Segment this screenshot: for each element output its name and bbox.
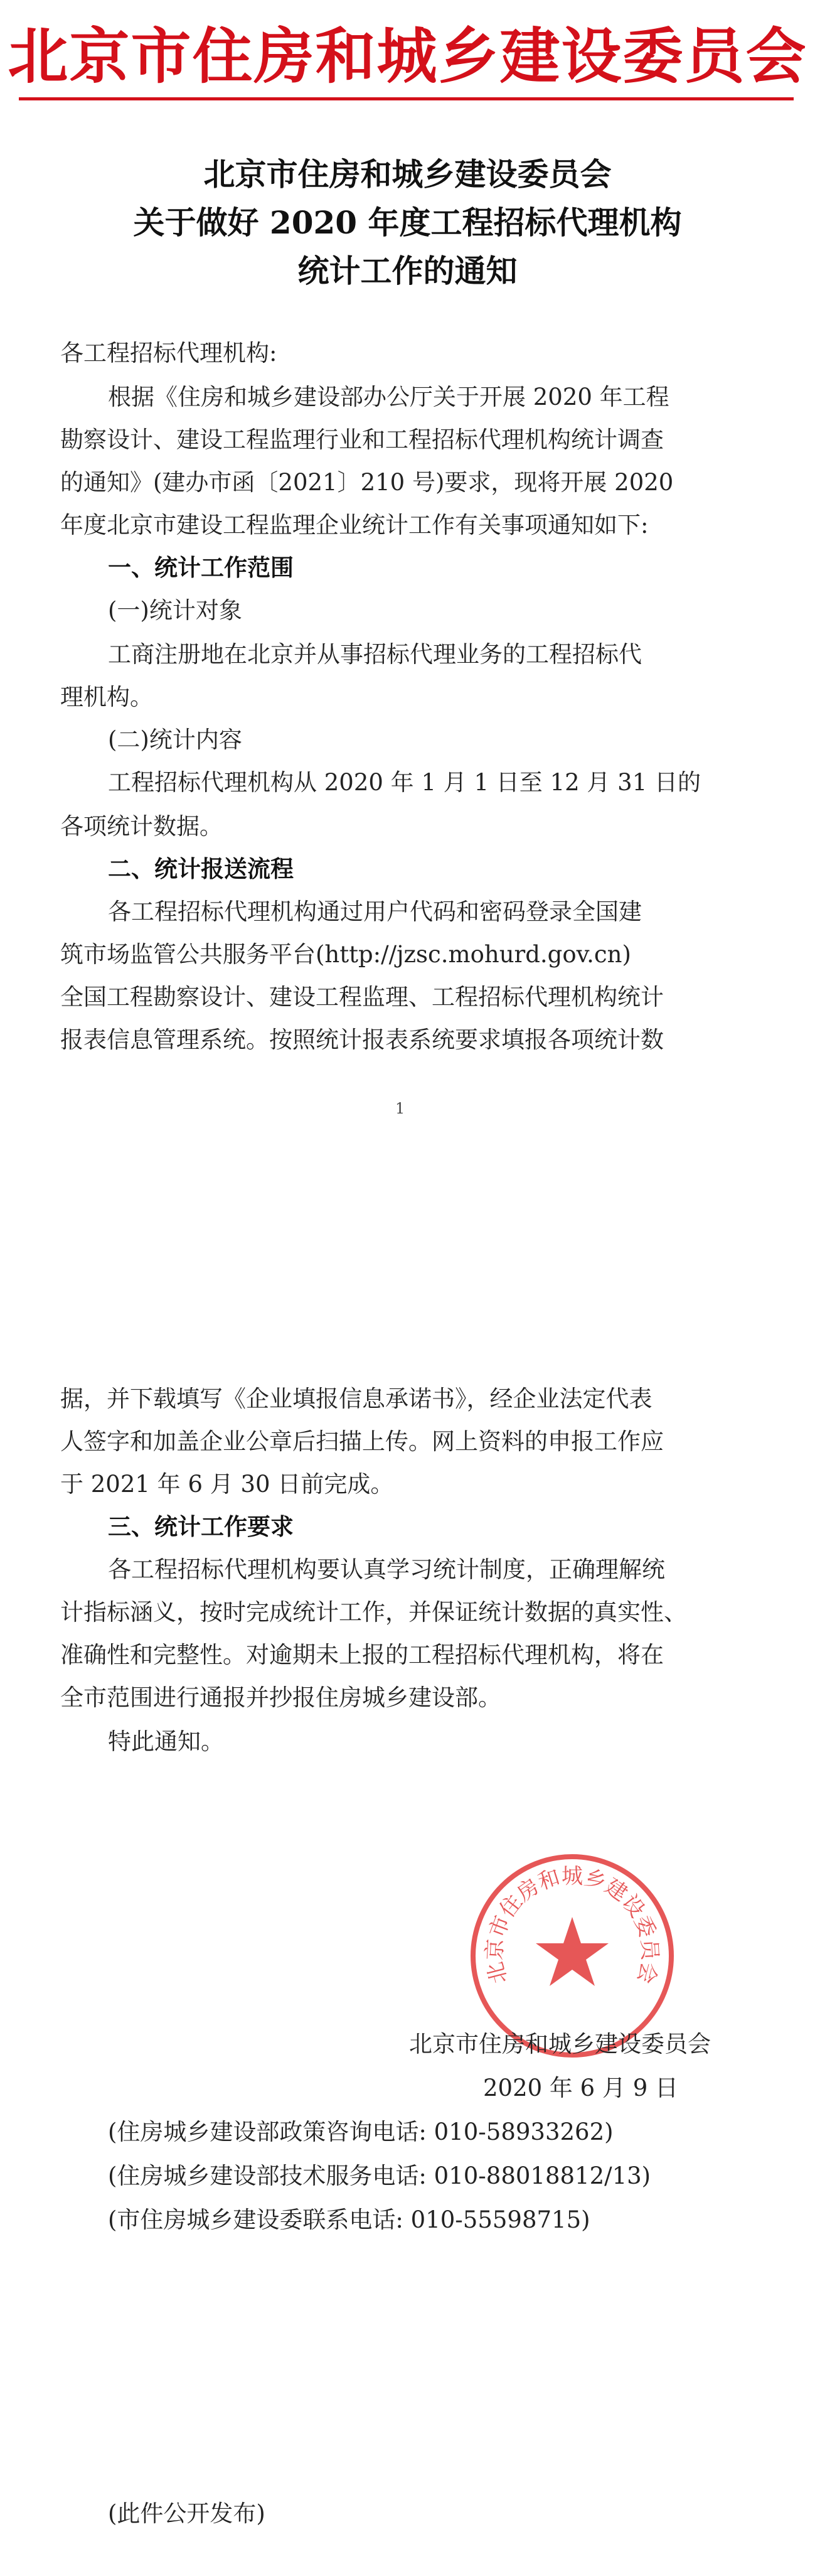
paragraph-line: 筑市场监管公共服务平台(http://jzsc.mohurd.gov.cn)	[60, 941, 631, 968]
subsection-heading: (一)统计对象	[108, 597, 242, 624]
intro-line: 勘察设计、建设工程监理行业和工程招标代理机构统计调查	[60, 426, 664, 453]
paragraph-line: 全市范围进行通报并抄报住房城乡建设部。	[60, 1684, 501, 1711]
paragraph-line: 准确性和完整性。对逾期未上报的工程招标代理机构，将在	[60, 1641, 664, 1668]
masthead-red-rule	[19, 97, 794, 100]
paragraph-line: 报表信息管理系统。按照统计报表系统要求填报各项统计数	[60, 1026, 664, 1053]
contact-line: (市住房城乡建设委联系电话: 010-55598715)	[108, 2206, 590, 2233]
section-heading: 二、统计报送流程	[108, 856, 294, 883]
masthead: 北京市住房和城乡建设委员会	[8, 21, 807, 92]
subsection-heading: (二)统计内容	[108, 726, 242, 753]
paragraph-line: 理机构。	[60, 684, 153, 711]
document-title-line-3: 统计工作的通知	[297, 252, 518, 289]
contact-line: (住房城乡建设部技术服务电话: 010-88018812/13)	[108, 2162, 651, 2189]
paragraph-line: 工商注册地在北京并从事招标代理业务的工程招标代	[108, 641, 642, 668]
paragraph-line: 人签字和加盖企业公章后扫描上传。网上资料的申报工作应	[60, 1428, 664, 1455]
paragraph-line: 各工程招标代理机构通过用户代码和密码登录全国建	[108, 898, 642, 925]
intro-line: 年度北京市建设工程监理企业统计工作有关事项通知如下:	[60, 512, 649, 539]
closing-remark: 特此通知。	[108, 1728, 224, 1755]
paragraph-line: 据，并下载填写《企业填报信息承诺书》，经企业法定代表	[60, 1385, 653, 1412]
paragraph-line: 于 2021 年 6 月 30 日前完成。	[60, 1471, 394, 1498]
section-heading: 三、统计工作要求	[108, 1513, 294, 1540]
signature-date: 2020 年 6 月 9 日	[483, 2074, 679, 2101]
paragraph-line: 各工程招标代理机构要认真学习统计制度，正确理解统	[108, 1556, 665, 1583]
paragraph-line: 计指标涵义，按时完成统计工作，并保证统计数据的真实性、	[60, 1599, 687, 1626]
document-title-line-1: 北京市住房和城乡建设委员会	[203, 156, 612, 193]
document-title-line-2: 关于做好 2020 年度工程招标代理机构	[133, 204, 682, 241]
svg-text:北京市住房和城乡建设委员会: 北京市住房和城乡建设委员会	[482, 1864, 663, 1987]
section-heading: 一、统计工作范围	[108, 554, 294, 581]
addressee: 各工程招标代理机构:	[60, 340, 277, 367]
paragraph-line: 工程招标代理机构从 2020 年 1 月 1 日至 12 月 31 日的	[108, 769, 701, 796]
signature-organization: 北京市住房和城乡建设委员会	[409, 2031, 711, 2058]
paragraph-line: 全国工程勘察设计、建设工程监理、工程招标代理机构统计	[60, 984, 664, 1011]
intro-line: 的通知》(建办市函〔2021〕210 号)要求，现将开展 2020	[60, 469, 674, 496]
paragraph-line: 各项统计数据。	[60, 813, 223, 840]
contact-line: (住房城乡建设部政策咨询电话: 010-58933262)	[108, 2118, 614, 2145]
intro-line: 根据《住房和城乡建设部办公厅关于开展 2020 年工程	[108, 384, 669, 411]
page-number: 1	[395, 1100, 405, 1117]
publication-note: (此件公开发布)	[108, 2500, 265, 2527]
seal-star-icon	[536, 1917, 609, 1986]
